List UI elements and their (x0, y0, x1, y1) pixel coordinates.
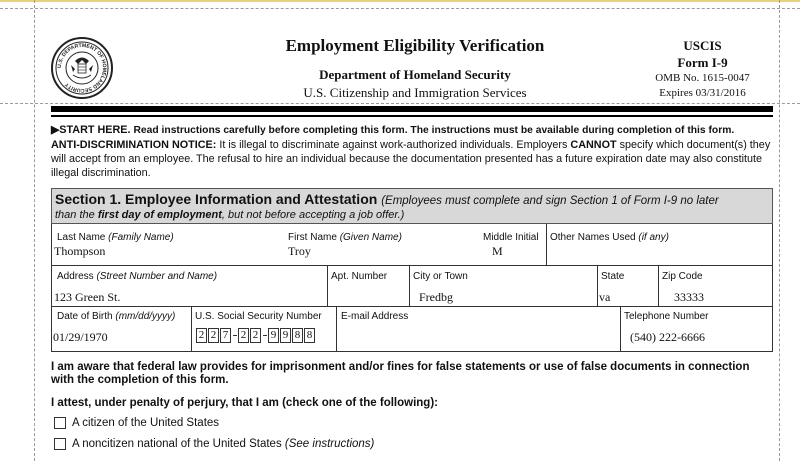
crop-guide-right (779, 0, 780, 461)
ssn-separator (263, 335, 267, 336)
email-field[interactable] (341, 328, 615, 344)
middle-initial-label: Middle Initial (483, 232, 539, 243)
ssn-digit-box[interactable]: 2 (196, 328, 207, 343)
dhs-seal-icon (51, 37, 113, 99)
zip-code-field[interactable]: 33333 (674, 290, 704, 304)
other-names-field[interactable] (550, 244, 768, 260)
ssn-label: U.S. Social Security Number (195, 311, 322, 322)
section-1-note-cont: than the (55, 209, 95, 221)
section-1-title: Section 1. Employee Information and Attestation (55, 191, 378, 207)
ssn-separator (233, 335, 237, 336)
ssn-digit-box[interactable]: 8 (304, 328, 315, 343)
dob-field[interactable]: 01/29/1970 (53, 330, 108, 344)
ssn-digit-box[interactable]: 9 (280, 328, 291, 343)
agency-name: U.S. Citizenship and Immigration Services (303, 85, 527, 100)
header-divider-thin (51, 115, 773, 117)
state-label: State (601, 271, 625, 282)
citizen-checkbox[interactable] (54, 417, 66, 429)
noncitizen-national-checkbox[interactable] (54, 438, 66, 450)
noncitizen-national-option-label: A noncitizen national of the United States (See instructions) (72, 438, 375, 450)
dob-label: Date of Birth (mm/dd/yyyy) (57, 311, 176, 322)
phone-field[interactable]: (540) 222-6666 (630, 330, 705, 344)
email-label: E-mail Address (341, 311, 409, 322)
last-name-label: Last Name (Family Name) (57, 232, 174, 243)
first-name-label: First Name (Given Name) (288, 232, 402, 243)
cannot-emphasis: CANNOT (570, 139, 617, 151)
city-field[interactable]: Fredbg (419, 290, 453, 304)
crop-guide-left (34, 0, 35, 461)
anti-discrimination-text-cont: specify which document(s) they will accept from an employee. The refusal to hire an individual because the documentation presented has a future expiration date may also constitute illegal discrimination. (51, 139, 771, 179)
apt-number-label: Apt. Number (331, 271, 388, 282)
top-border (0, 0, 800, 2)
section-1-note: (Employees must complete and sign Section 1 of Form I-9 no later (381, 195, 719, 207)
citizen-option-label: A citizen of the United States (72, 417, 220, 429)
omb-number: OMB No. 1615-0047 (655, 72, 750, 84)
expiration-date: Expires 03/31/2016 (659, 87, 746, 99)
penalty-notice: I am aware that federal law provides for imprisonment and/or fines for false statements or use of false documents in connection with the completion of this form. (51, 361, 750, 386)
form-number: Form I-9 (677, 55, 728, 70)
address-label: Address (Street Number and Name) (57, 271, 218, 282)
anti-discrimination-text: It is illegal to discriminate against work-authorized individuals. Employers (219, 139, 568, 151)
attestation-statement: I attest, under penalty of perjury, that I am (check one of the following): (51, 397, 438, 409)
ssn-digit-box[interactable]: 2 (250, 328, 261, 343)
anti-discrimination-label: ANTI-DISCRIMINATION NOTICE: (51, 139, 217, 151)
crop-guide-header (0, 103, 800, 104)
ssn-digit-box[interactable]: 2 (238, 328, 249, 343)
employee-info-grid (51, 224, 773, 352)
ssn-digit-box[interactable]: 9 (268, 328, 279, 343)
uscis-label: USCIS (683, 38, 722, 53)
ssn-digit-box[interactable]: 8 (292, 328, 303, 343)
header-divider-thick (51, 106, 773, 112)
section-1-header (51, 188, 773, 224)
ssn-digit-box[interactable]: 2 (208, 328, 219, 343)
other-names-label: Other Names Used (if any) (550, 232, 669, 243)
start-here-text: Read instructions carefully before completing this form. The instructions must be available during completion of this form. (133, 125, 735, 136)
instructions-block (51, 123, 775, 180)
apt-number-field[interactable] (331, 288, 405, 304)
start-here-label: ▶START HERE. (51, 124, 131, 136)
city-label: City or Town (413, 271, 468, 282)
address-field[interactable]: 123 Green St. (54, 290, 121, 304)
department-name: Department of Homeland Security (319, 67, 511, 82)
crop-guide-top (0, 8, 800, 9)
section-1-note-end: , but not before accepting a job offer.) (221, 209, 405, 221)
zip-code-label: Zip Code (662, 271, 703, 282)
seal-ring-text: U.S. DEPARTMENT OF HOMELAND SECURITY (56, 42, 108, 94)
first-day-emphasis: first day of employment (97, 209, 222, 221)
phone-label: Telephone Number (624, 311, 709, 322)
first-name-field[interactable]: Troy (288, 244, 311, 258)
middle-initial-field[interactable]: M (492, 244, 503, 258)
last-name-field[interactable]: Thompson (54, 244, 106, 258)
form-title: Employment Eligibility Verification (285, 36, 545, 55)
ssn-digit-box[interactable]: 7 (220, 328, 231, 343)
state-field[interactable]: va (599, 290, 611, 304)
